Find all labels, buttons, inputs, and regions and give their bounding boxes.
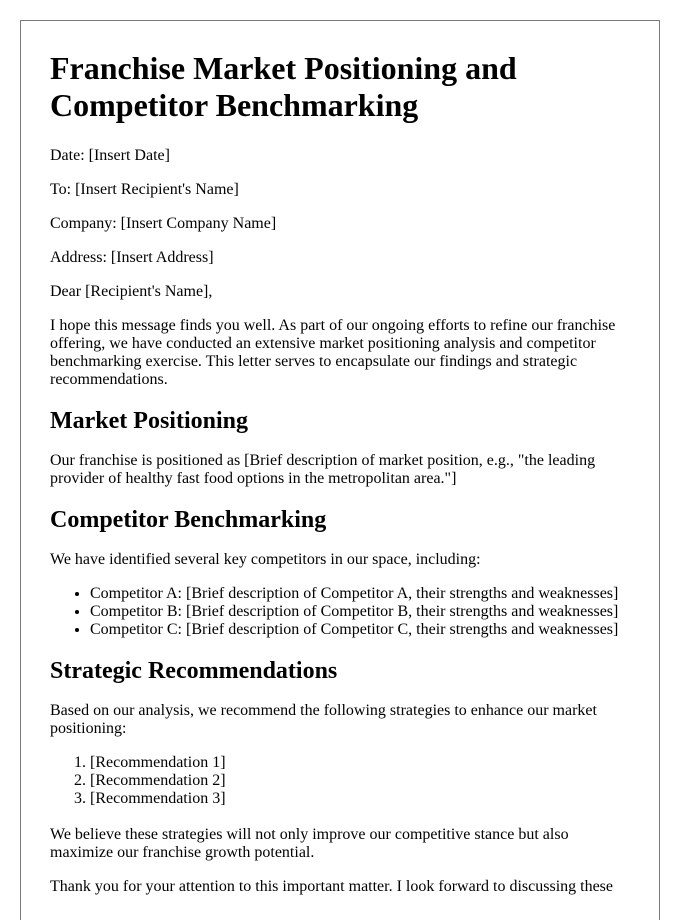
list-item: • Competitor B: [Brief description of Competitor B, their strengths and weaknesses] — [90, 603, 632, 621]
market-positioning-text: Our franchise is positioned as [Brief description of market position, e.g., "the leading provider of healthy fast food options in the metropolitan area."] — [50, 452, 596, 487]
thanks-paragraph: Thank you for your attention to this important matter. I look forward to discussing these — [50, 878, 614, 895]
competitor-list — [50, 585, 632, 639]
letter-page — [20, 20, 660, 920]
strategic-recommendations-text: Based on our analysis, we recommend the following strategies to enhance our market positioning: — [50, 702, 597, 737]
recipient-line: To: [Insert Recipient's Name] — [50, 181, 239, 198]
strategic-recommendations-heading: Strategic Recommendations — [50, 658, 338, 684]
competitor-benchmarking-text: We have identified several key competitors in our space, including: — [50, 551, 481, 568]
address-line: Address: [Insert Address] — [50, 249, 214, 266]
company-line: Company: [Insert Company Name] — [50, 215, 277, 232]
salutation: Dear [Recipient's Name], — [50, 283, 213, 300]
market-positioning-heading: Market Positioning — [50, 408, 248, 434]
letter-content — [50, 50, 632, 912]
date-line: Date: [Insert Date] — [50, 147, 170, 164]
list-item: 3. [Recommendation 3] — [90, 790, 632, 808]
list-item: 1. [Recommendation 1] — [90, 754, 632, 772]
letter-title: Franchise Market Positioning and Competitor Benchmarking — [50, 50, 517, 123]
intro-paragraph: I hope this message finds you well. As part of our ongoing efforts to refine our franchise offering, we have conducted an extensive market positioning analysis and competitor benchmarking exercise. This letter serves to encapsulate our findings and strategic recommendations. — [50, 317, 616, 388]
list-item: • Competitor C: [Brief description of Competitor C, their strengths and weaknesses] — [90, 621, 632, 639]
list-item: 2. [Recommendation 2] — [90, 772, 632, 790]
closing-paragraph: We believe these strategies will not only improve our competitive stance but also maximize our franchise growth potential. — [50, 826, 569, 861]
competitor-benchmarking-heading: Competitor Benchmarking — [50, 507, 327, 533]
recommendation-list — [50, 754, 632, 808]
list-item: • Competitor A: [Brief description of Competitor A, their strengths and weaknesses] — [90, 585, 632, 603]
